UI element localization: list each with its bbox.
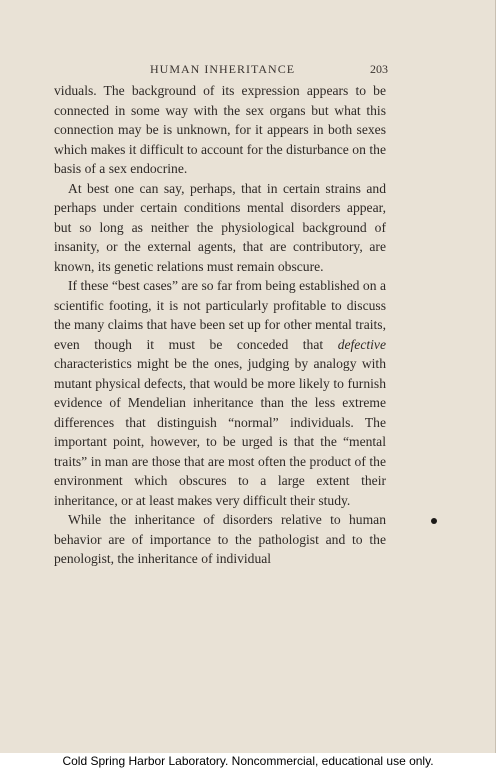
paragraph-3-text-a: If these “best cases” are so far from being established on a scientific footing, it is not particularly profitable to discuss the many claims that have been set up for other mental traits, even though it must be conceded that — [54, 278, 386, 352]
paragraph-3 — [54, 276, 386, 510]
body-text — [54, 81, 386, 569]
emphasis-defective: defective — [337, 336, 386, 352]
page-number: 203 — [370, 62, 388, 76]
paragraph-4 — [54, 510, 386, 569]
paragraph-1-text: viduals. The background of its expression appears to be connected in some way with the sex organs but what this connection may be is unknown, for it appears in both sexes which makes it difficult to account for the disturbance on the basis of a sex endocrine. — [54, 83, 386, 176]
ink-spot — [431, 518, 437, 524]
archive-footer: Cold Spring Harbor Laboratory. Noncommercial, educational use only. — [62, 754, 434, 768]
running-title: HUMAN INHERITANCE — [150, 62, 296, 76]
paragraph-2 — [54, 179, 386, 277]
page-header — [56, 62, 388, 78]
paragraph-4-text: While the inheritance of disorders relative to human behavior are of importance to the pathologist and to the penologist, the inheritance of individual — [54, 512, 386, 566]
paragraph-1 — [54, 81, 386, 179]
paragraph-2-text: At best one can say, perhaps, that in certain strains and perhaps under certain conditions mental disorders appear, but so long as neither the physiological background of insanity, or the external agents, that are contributory, are known, its genetic relations must remain obscure. — [54, 180, 386, 274]
paragraph-3-text-b: characteristics might be the ones, judging by analogy with mutant physical defects, that would be more likely to furnish evidence of Mendelian inheritance than the less extreme differences that distinguish “normal” individuals. The important point, however, to be urged is that the “mental traits” in man are those that are most often the product of the environment which obscures to a large extent their inheritance, or at least makes very difficult their study. — [54, 356, 386, 508]
